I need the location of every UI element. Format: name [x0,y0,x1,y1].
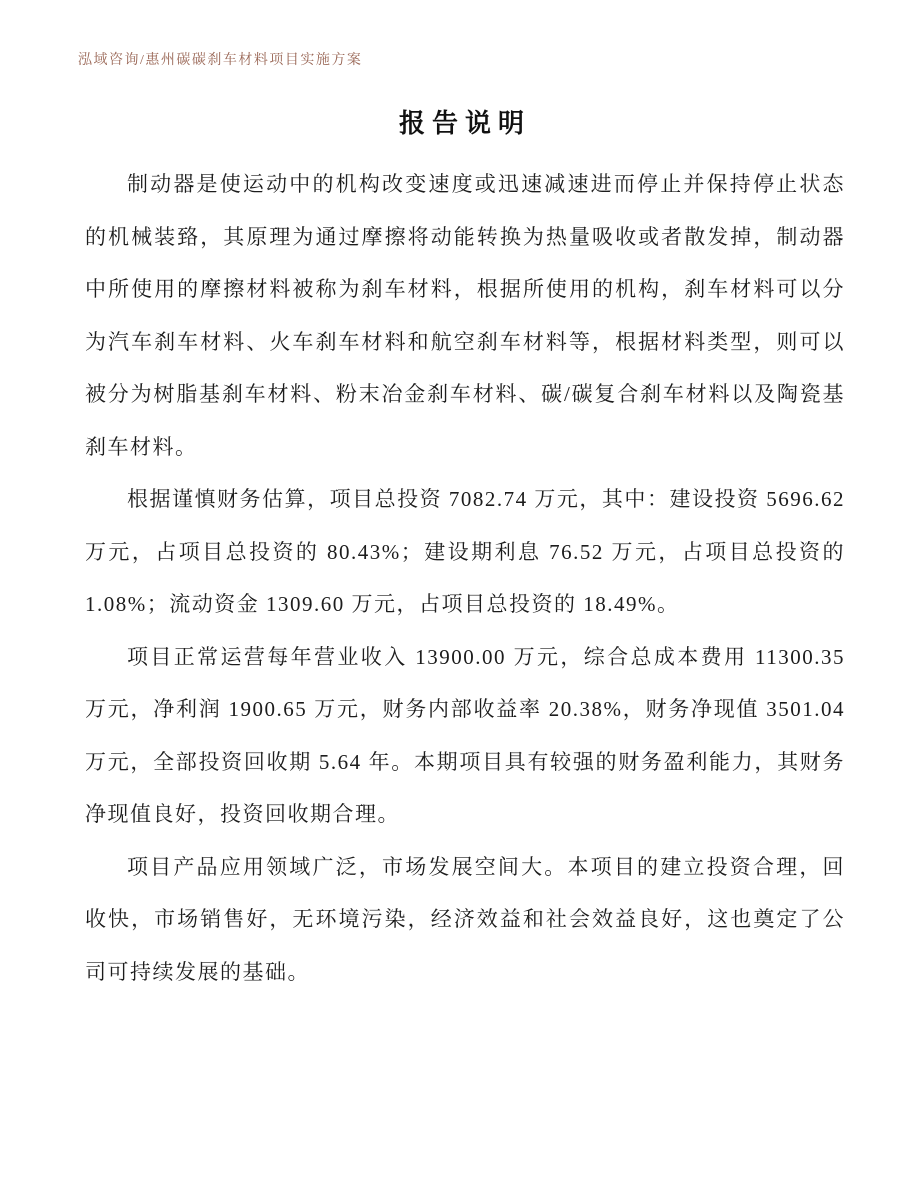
document-body [85,104,845,998]
document-header: 泓域咨询/惠州碳碳刹车材料项目实施方案 [78,53,363,68]
paragraph-operating-financials: 项目正常运营每年营业收入 13900.00 万元，综合总成本费用 11300.35 万元，净利润 1900.65 万元，财务内部收益率 20.38%，财务净现值 3501.04 万元，全部投资回收期 5.64 年。本期项目具有较强的财务盈利能力，其财务净现值良好，投资回收期合理。 [85,644,845,826]
paragraph-investment-estimate: 根据谨慎财务估算，项目总投资 7082.74 万元，其中：建设投资 5696.62 万元，占项目总投资的 80.43%；建设期利息 76.52 万元，占项目总投资的 1.08%；流动资金 1309.60 万元，占项目总投资的 18.49%。 [85,487,845,616]
page-title: 报告说明 [398,109,531,138]
paragraph-project-outlook: 项目产品应用领域广泛，市场发展空间大。本项目的建立投资合理，回收快，市场销售好，无环境污染，经济效益和社会效益良好，这也奠定了公司可持续发展的基础。 [85,854,845,984]
paragraph-brake-material-intro: 制动器是使运动中的机构改变速度或迅速减速进而停止并保持停止状态的机械装臵，其原理为通过摩擦将动能转换为热量吸收或者散发掉，制动器中所使用的摩擦材料被称为刹车材料，根据所使用的机构，刹车材料可以分为汽车刹车材料、火车刹车材料和航空刹车材料等，根据材料类型，则可以被分为树脂基刹车材料、粉末冶金刹车材料、碳/碳复合刹车材料以及陶瓷基刹车材料。 [85,172,845,459]
